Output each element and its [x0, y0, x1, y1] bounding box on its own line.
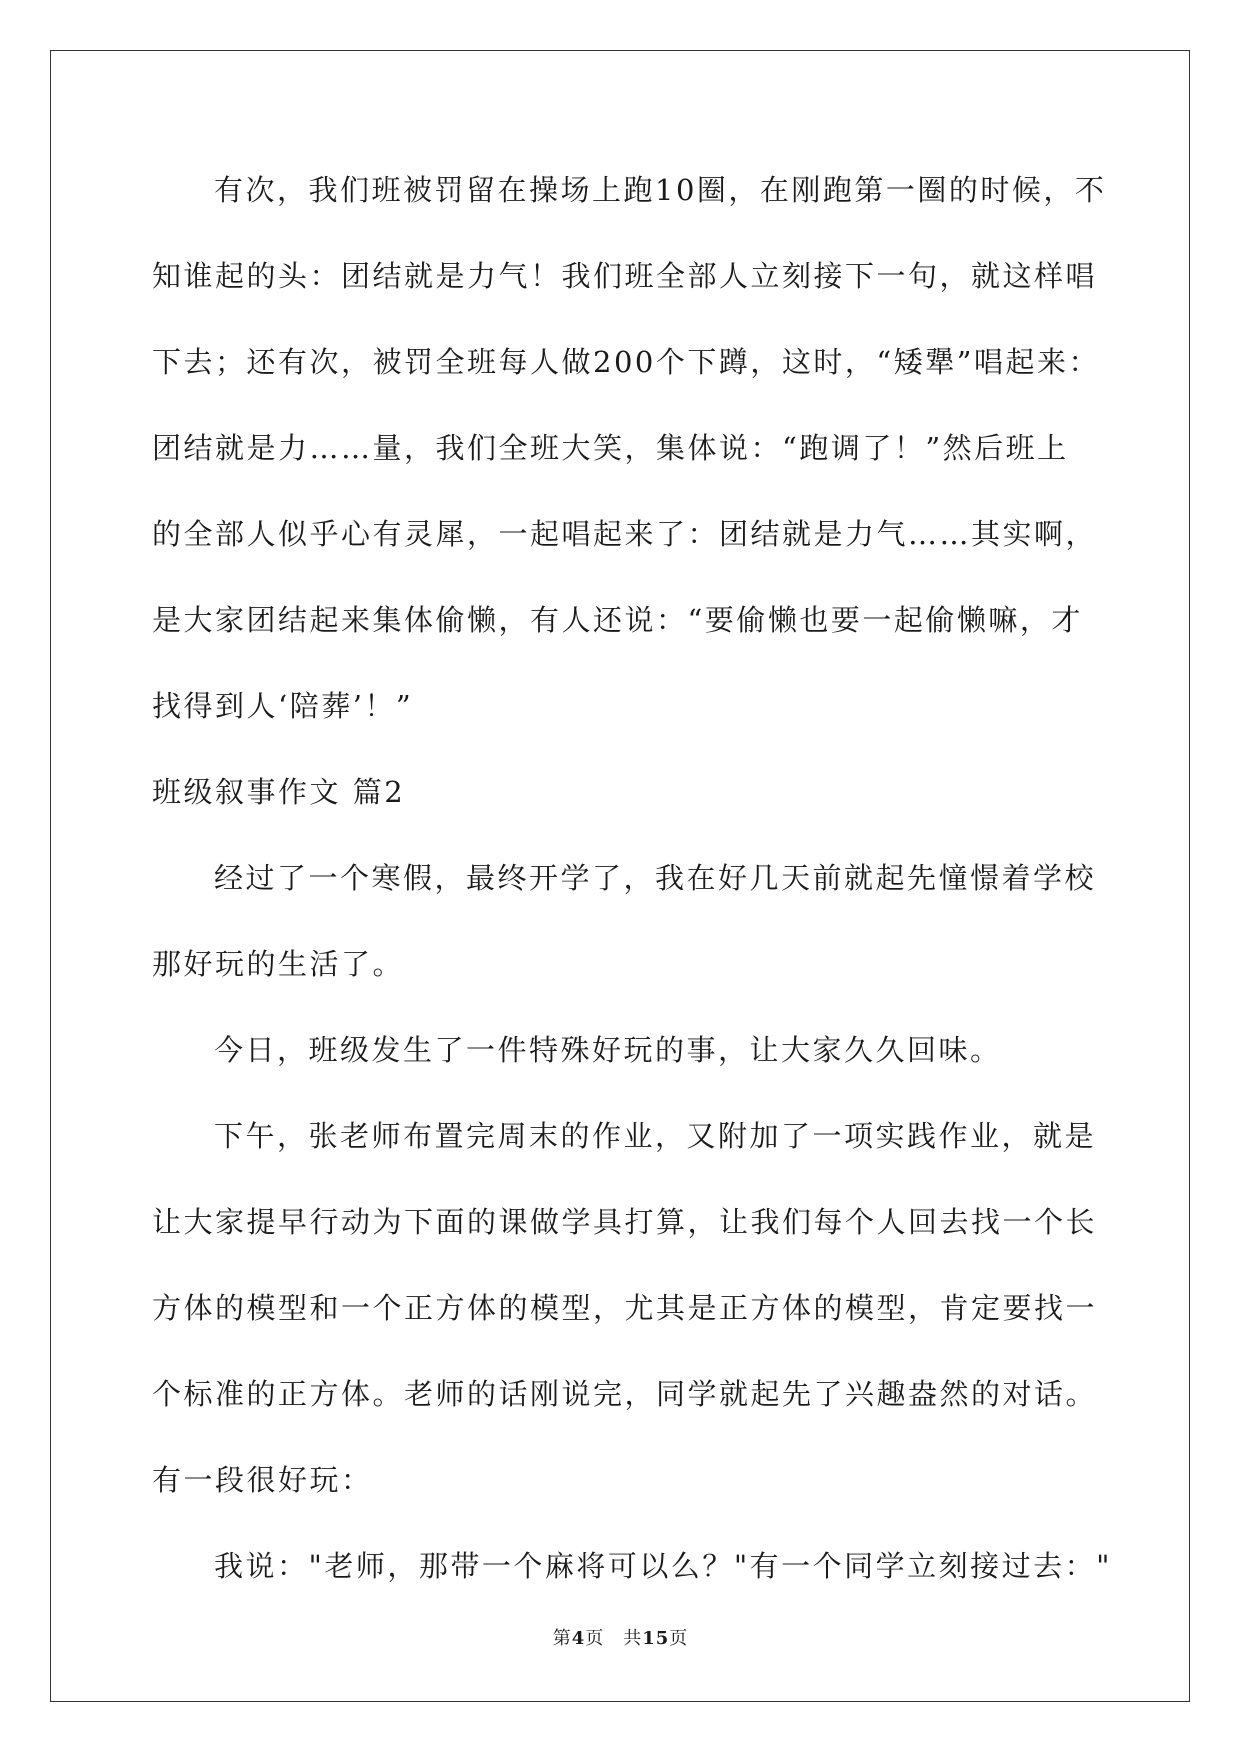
paragraph-line: 是大家团结起来集体偷懒，有人还说：“要偷懒也要一起偷懒嘛，才 — [152, 603, 1083, 637]
footer-suffix: 页 — [669, 1628, 689, 1649]
paragraph-line: 今日，班级发生了一件特殊好玩的事，让大家久久回味。 — [214, 1033, 1002, 1067]
paragraph-line: 方体的模型和一个正方体的模型，尤其是正方体的模型，肯定要找一 — [152, 1291, 1098, 1325]
paragraph-line: 让大家提早行动为下面的课做学具打算，让我们每个人回去找一个长 — [152, 1205, 1098, 1239]
paragraph-line: 有次，我们班被罚留在操场上跑10圈，在刚跑第一圈的时候，不 — [214, 173, 1107, 207]
footer-middle: 页 共 — [585, 1628, 643, 1649]
paragraph-line: 我说："老师，那带一个麻将可以么？"有一个同学立刻接过去：" — [214, 1549, 1113, 1583]
paragraph-line: 下午，张老师布置完周末的作业，又附加了一项实践作业，就是 — [214, 1119, 1097, 1153]
paragraph-line: 那好玩的生活了。 — [152, 947, 405, 981]
page-footer — [0, 1624, 1241, 1650]
current-page-number: 4 — [571, 1628, 586, 1649]
paragraph-line: 有一段很好玩： — [152, 1463, 373, 1497]
paragraph-line: 团结就是力……量，我们全班大笑，集体说：“跑调了！”然后班上 — [152, 431, 1069, 465]
paragraph-line: 个标准的正方体。老师的话刚说完，同学就起先了兴趣盎然的对话。 — [152, 1377, 1098, 1411]
paragraph-line: 找得到人‘陪葬’！” — [152, 689, 414, 723]
total-page-count: 15 — [642, 1628, 670, 1649]
paragraph-line: 下去；还有次，被罚全班每人做200个下蹲，这时，“矮犟”唱起来： — [152, 345, 1101, 379]
paragraph-line: 的全部人似乎心有灵犀，一起唱起来了：团结就是力气……其实啊， — [152, 517, 1098, 551]
paragraph-line: 知谁起的头：团结就是力气！我们班全部人立刻接下一句，就这样唱 — [152, 259, 1098, 293]
document-body — [152, 160, 1113, 1622]
paragraph-line: 经过了一个寒假，最终开学了，我在好几天前就起先憧憬着学校 — [214, 861, 1097, 895]
footer-prefix: 第 — [552, 1628, 572, 1649]
section-heading: 班级叙事作文 篇2 — [152, 775, 406, 809]
